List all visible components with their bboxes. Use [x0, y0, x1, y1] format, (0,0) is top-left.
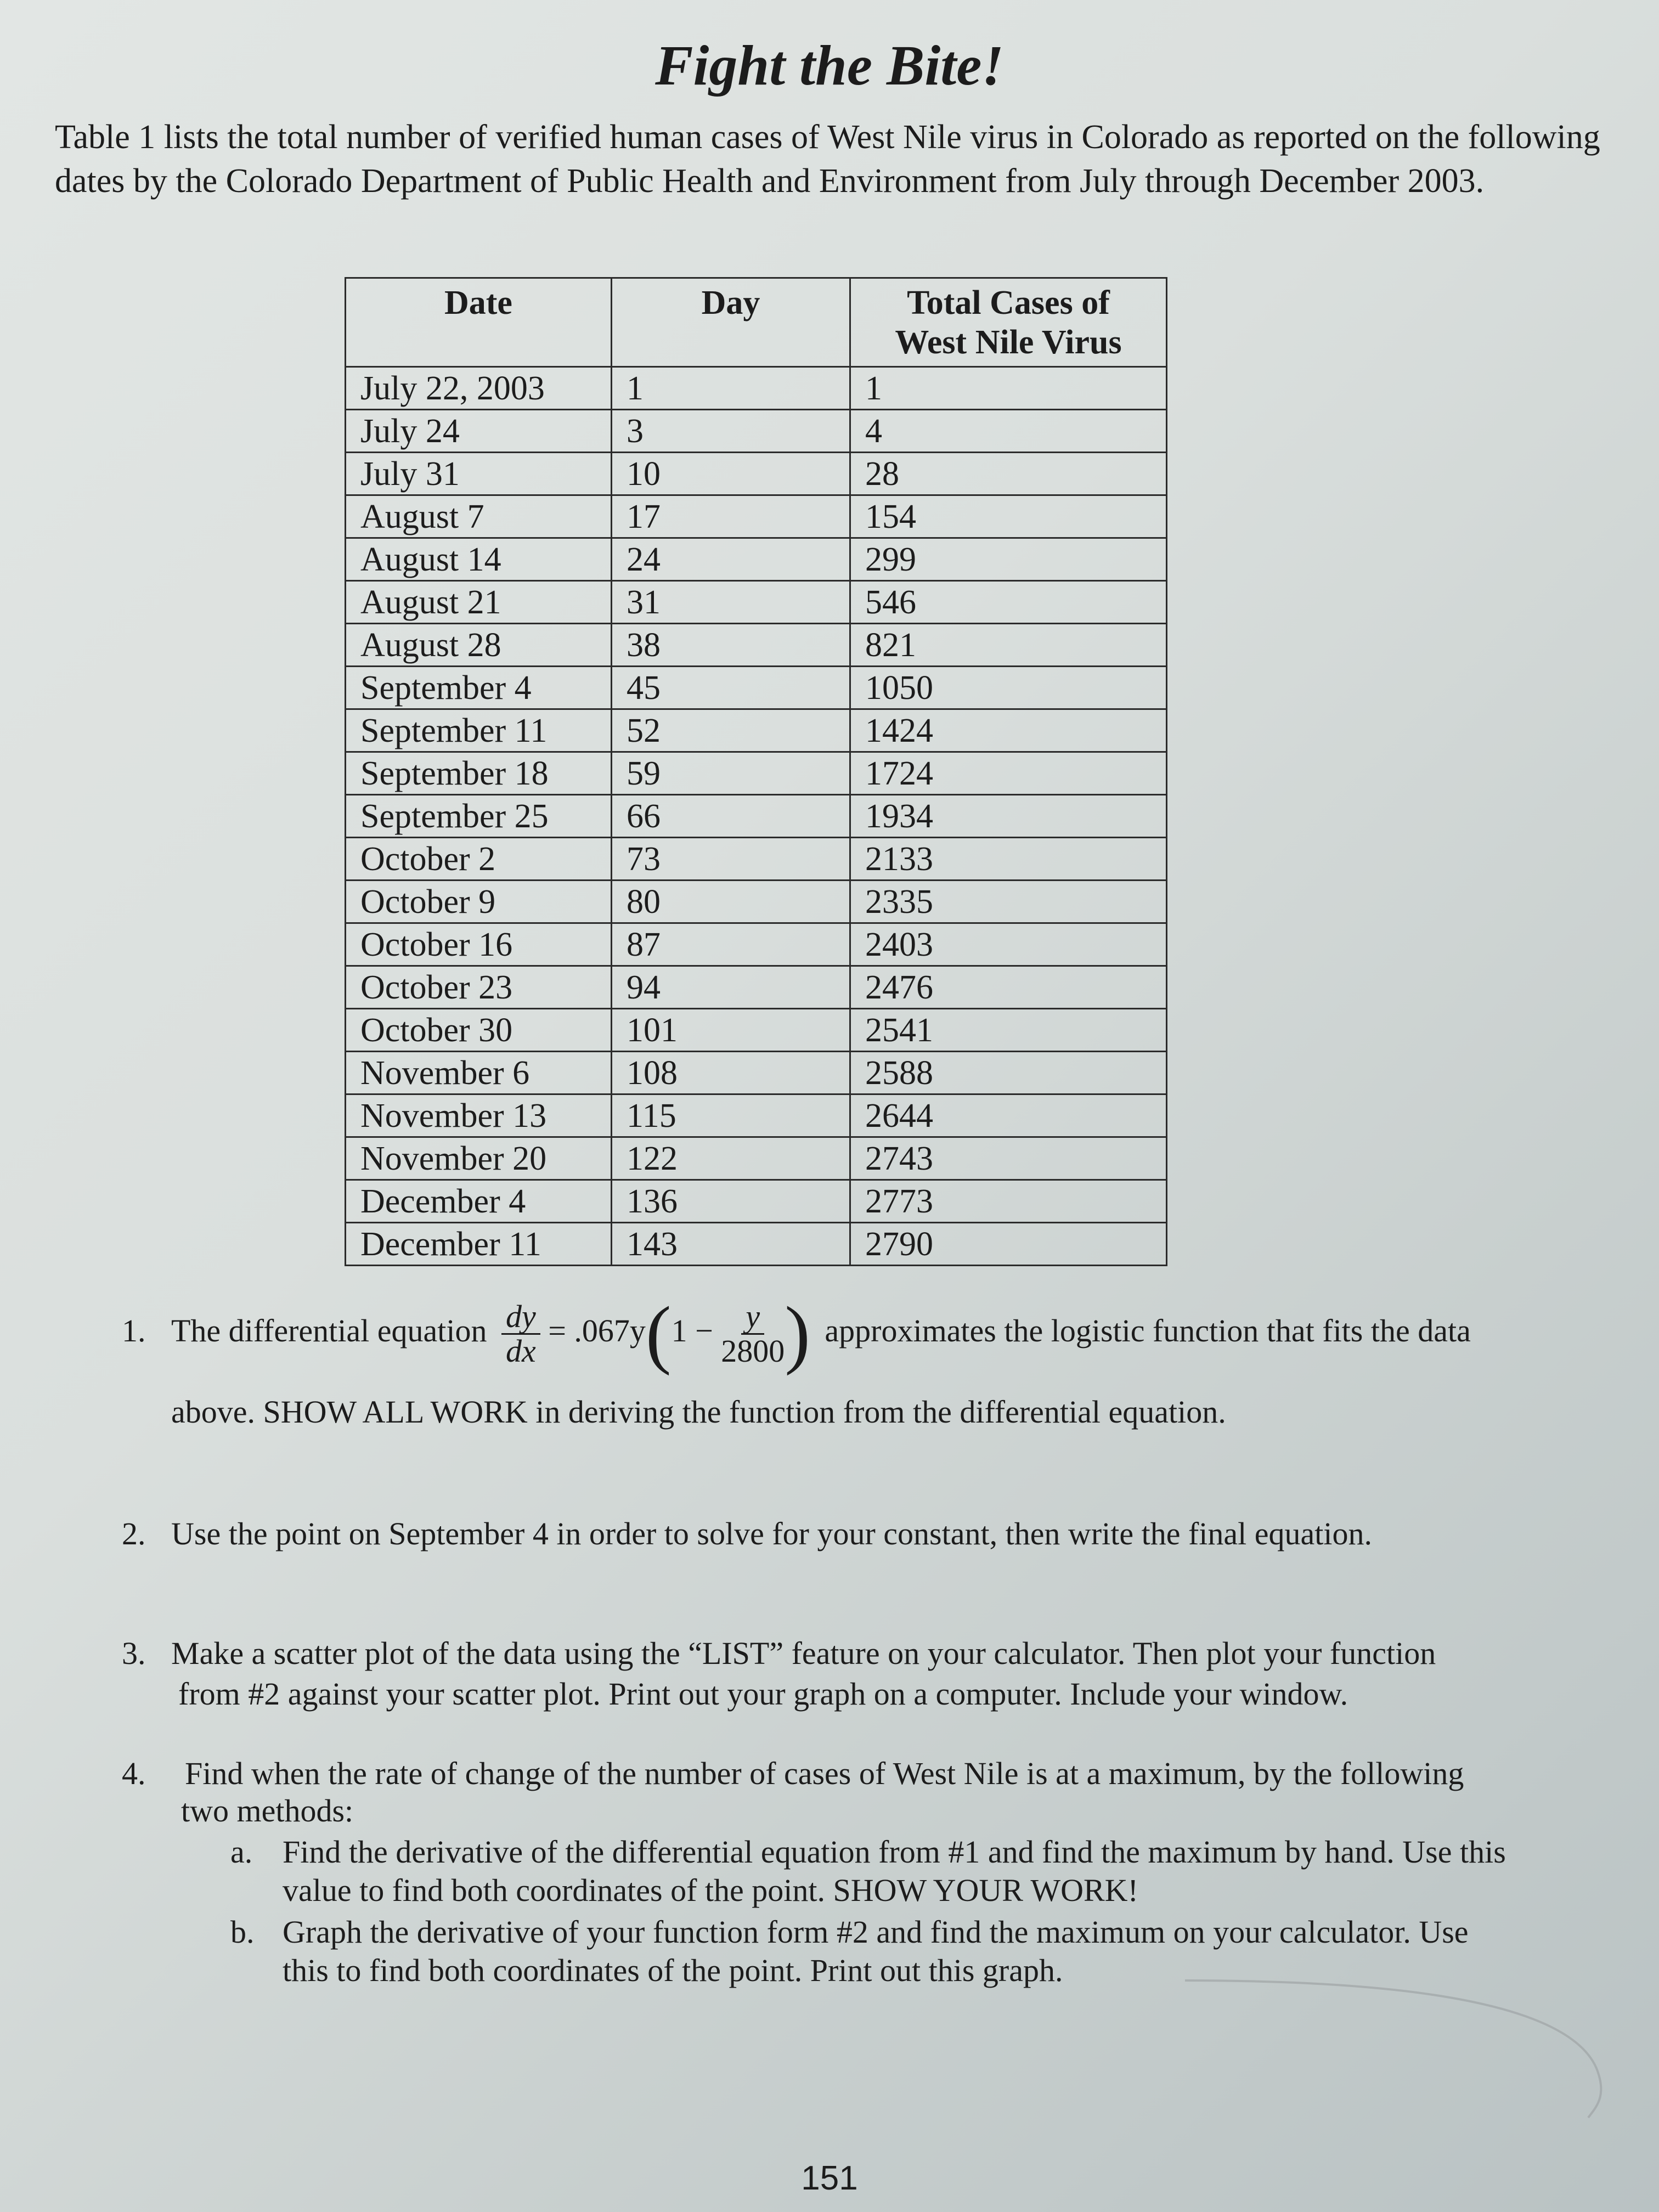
cell-date: October 9: [346, 881, 612, 923]
table-row: [346, 1180, 1167, 1223]
question-1-number: 1.: [122, 1312, 146, 1348]
y-over-2800-fraction: [721, 1300, 785, 1368]
cell-date: November 13: [346, 1094, 612, 1137]
table-row: [346, 667, 1167, 709]
cell-total-cases: 1424: [850, 709, 1167, 752]
cell-date: August 14: [346, 538, 612, 581]
table-row: [346, 367, 1167, 410]
cell-date: July 22, 2003: [346, 367, 612, 410]
left-paren: (: [645, 1291, 672, 1376]
cell-total-cases: 1050: [850, 667, 1167, 709]
cell-day: 143: [612, 1223, 850, 1266]
cell-date: July 24: [346, 410, 612, 453]
cell-total-cases: 299: [850, 538, 1167, 581]
table-row: [346, 1223, 1167, 1266]
differential-equation: [501, 1291, 810, 1376]
cell-day: 17: [612, 495, 850, 538]
table-row: [346, 1094, 1167, 1137]
page-title: Fight the Bite!: [655, 34, 1004, 97]
cell-day: 122: [612, 1137, 850, 1180]
question-3-line1: [122, 1634, 1636, 1673]
header-day: Day: [612, 278, 850, 367]
dy: dy: [501, 1300, 540, 1335]
cell-day: 1: [612, 367, 850, 410]
header-total-line1: Total Cases of: [907, 284, 1110, 321]
question-4a-text-1: Find the derivative of the differential equation from #1 and find the maximum by hand. Use this: [283, 1834, 1506, 1870]
cell-day: 31: [612, 581, 850, 624]
page-number: 151: [801, 2159, 858, 2197]
cell-total-cases: 2476: [850, 966, 1167, 1009]
table-row: [346, 752, 1167, 795]
cell-date: July 31: [346, 453, 612, 495]
cell-total-cases: 4: [850, 410, 1167, 453]
right-paren: ): [785, 1291, 810, 1376]
cell-date: August 21: [346, 581, 612, 624]
question-4a-line1: [230, 1832, 1646, 1872]
cell-total-cases: 1934: [850, 795, 1167, 838]
question-4b-text-1: Graph the derivative of your function form #2 and find the maximum on your calculator. Use: [283, 1914, 1469, 1950]
cell-total-cases: 2790: [850, 1223, 1167, 1266]
cell-total-cases: 2644: [850, 1094, 1167, 1137]
header-date: Date: [346, 278, 612, 367]
question-4-number: 4.: [122, 1756, 146, 1791]
cell-total-cases: 28: [850, 453, 1167, 495]
cell-date: December 11: [346, 1223, 612, 1266]
table-row: [346, 881, 1167, 923]
cell-total-cases: 546: [850, 581, 1167, 624]
table-row: [346, 838, 1167, 881]
table-row: [346, 1009, 1167, 1052]
question-1-suffix: approximates the logistic function that fits the data: [825, 1312, 1471, 1348]
cell-day: 87: [612, 923, 850, 966]
question-2: [122, 1514, 1603, 1554]
dy-dx-fraction: [501, 1300, 540, 1368]
question-2-text: Use the point on September 4 in order to solve for your constant, then write the final equation.: [171, 1516, 1372, 1551]
question-3-line2: from #2 against your scatter plot. Print out your graph on a computer. Include your window.: [178, 1676, 1348, 1712]
eq-one: 1 −: [671, 1312, 713, 1348]
table-row: [346, 624, 1167, 667]
cell-date: August 7: [346, 495, 612, 538]
question-4b-line2: this to find both coordinates of the point. Print out this graph.: [283, 1953, 1063, 1988]
cell-date: October 16: [346, 923, 612, 966]
cell-date: September 4: [346, 667, 612, 709]
cell-day: 52: [612, 709, 850, 752]
cell-total-cases: 2588: [850, 1052, 1167, 1094]
cell-date: August 28: [346, 624, 612, 667]
cell-date: September 25: [346, 795, 612, 838]
table-row: [346, 1052, 1167, 1094]
question-4-line2: two methods:: [181, 1793, 354, 1829]
cell-total-cases: 1724: [850, 752, 1167, 795]
table-row: [346, 709, 1167, 752]
eq-denominator: 2800: [721, 1333, 785, 1369]
question-1-prefix: The differential equation: [171, 1312, 487, 1348]
question-3-text-1: Make a scatter plot of the data using the “LIST” feature on your calculator. Then plot your function: [171, 1635, 1436, 1671]
question-4-text-1: Find when the rate of change of the number of cases of West Nile is at a maximum, by the following: [185, 1756, 1464, 1791]
table-row: [346, 453, 1167, 495]
cell-date: December 4: [346, 1180, 612, 1223]
cell-day: 59: [612, 752, 850, 795]
question-4b-letter: b.: [230, 1914, 255, 1950]
cell-date: November 6: [346, 1052, 612, 1094]
table-body: [346, 367, 1167, 1266]
cell-day: 66: [612, 795, 850, 838]
cell-total-cases: 2773: [850, 1180, 1167, 1223]
west-nile-table: [345, 277, 1167, 1266]
cell-day: 10: [612, 453, 850, 495]
cell-date: November 20: [346, 1137, 612, 1180]
cell-day: 73: [612, 838, 850, 881]
cell-day: 80: [612, 881, 850, 923]
question-4a-letter: a.: [230, 1834, 253, 1870]
table-header-row: [346, 278, 1167, 367]
table-row: [346, 795, 1167, 838]
cell-date: September 18: [346, 752, 612, 795]
cell-date: October 2: [346, 838, 612, 881]
cell-day: 38: [612, 624, 850, 667]
cell-date: October 23: [346, 966, 612, 1009]
question-4b-line1: [230, 1912, 1646, 1952]
cell-day: 45: [612, 667, 850, 709]
question-1-line2: above. SHOW ALL WORK in deriving the function from the differential equation.: [171, 1394, 1226, 1430]
question-1-line1: [122, 1291, 1603, 1376]
cell-total-cases: 2335: [850, 881, 1167, 923]
eq-y: y: [741, 1300, 764, 1335]
cell-total-cases: 1: [850, 367, 1167, 410]
cell-total-cases: 154: [850, 495, 1167, 538]
header-total-line2: West Nile Virus: [895, 324, 1122, 361]
cell-total-cases: 2133: [850, 838, 1167, 881]
cell-day: 101: [612, 1009, 850, 1052]
cell-total-cases: 821: [850, 624, 1167, 667]
question-4-line1: [122, 1754, 1647, 1793]
cell-day: 136: [612, 1180, 850, 1223]
cell-day: 108: [612, 1052, 850, 1094]
table-row: [346, 1137, 1167, 1180]
cell-day: 115: [612, 1094, 850, 1137]
table-row: [346, 581, 1167, 624]
intro-paragraph: Table 1 lists the total number of verified human cases of West Nile virus in Colorado as reported on the following dates by the Colorado Department of Public Health and Environment from July through December 2003.: [55, 119, 1600, 200]
cell-date: September 11: [346, 709, 612, 752]
eq-coefficient: = .067y: [548, 1312, 646, 1348]
header-total-cases: [850, 278, 1167, 367]
cell-total-cases: 2403: [850, 923, 1167, 966]
table-row: [346, 495, 1167, 538]
dx: dx: [505, 1333, 536, 1369]
cell-total-cases: 2541: [850, 1009, 1167, 1052]
question-4a-line2: value to find both coordinates of the point. SHOW YOUR WORK!: [283, 1872, 1138, 1908]
cell-day: 94: [612, 966, 850, 1009]
table-row: [346, 923, 1167, 966]
table-row: [346, 410, 1167, 453]
table-row: [346, 966, 1167, 1009]
cell-total-cases: 2743: [850, 1137, 1167, 1180]
question-3-number: 3.: [122, 1635, 146, 1671]
cell-day: 3: [612, 410, 850, 453]
pencil-mark-stroke: [1180, 1959, 1618, 2123]
cell-date: October 30: [346, 1009, 612, 1052]
table-row: [346, 538, 1167, 581]
question-2-number: 2.: [122, 1516, 146, 1551]
cell-day: 24: [612, 538, 850, 581]
